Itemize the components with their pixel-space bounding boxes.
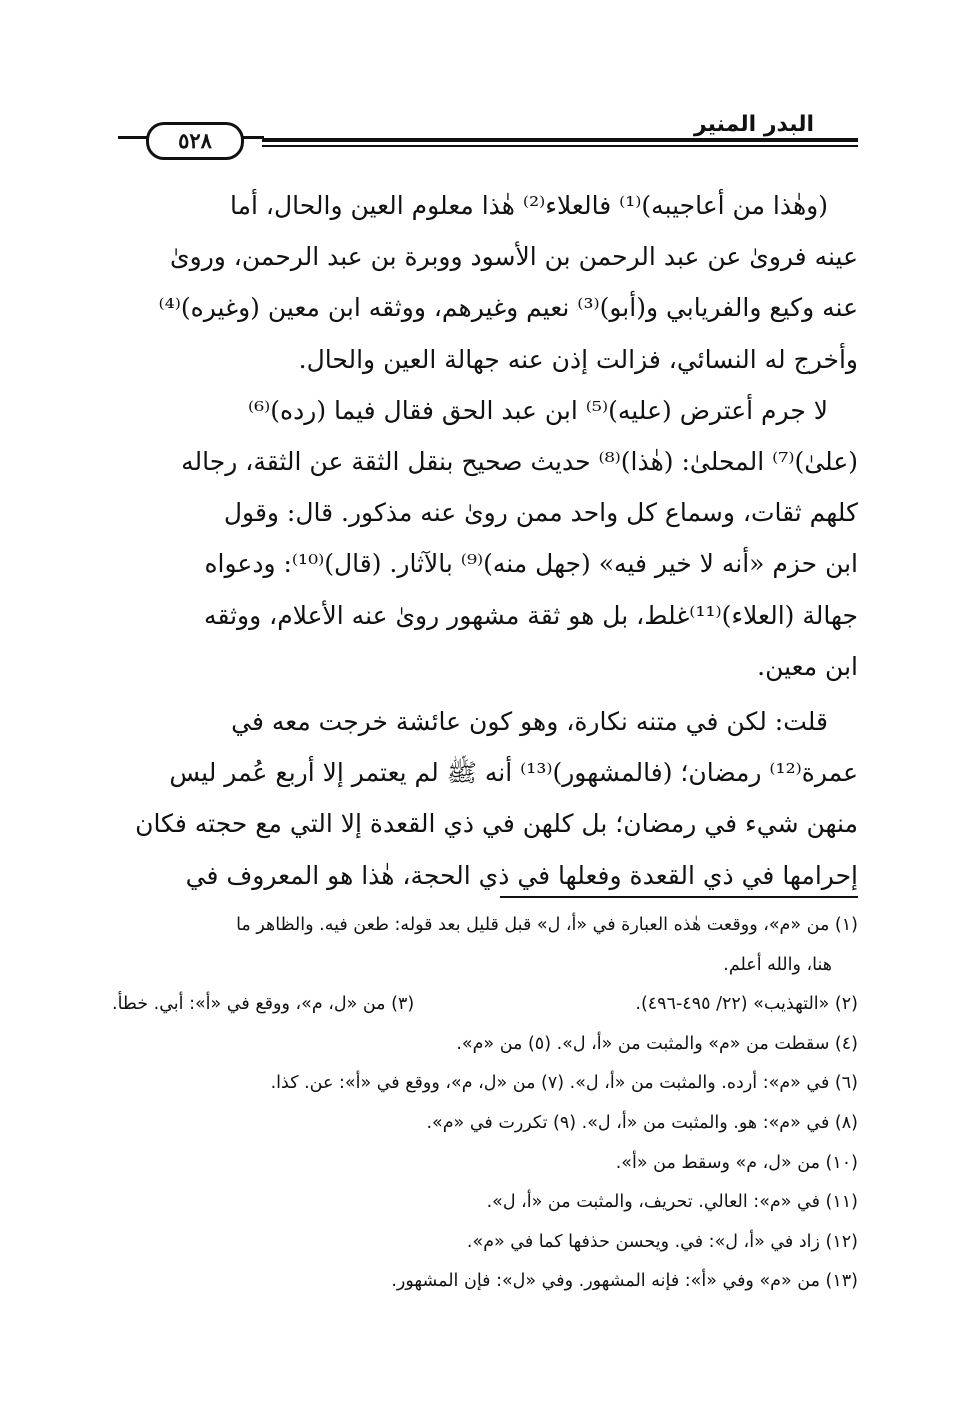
body-line: كلهم ثقات، وسماع كل واحد ممن روىٰ عنه مذكور. قال: وقول	[223, 498, 858, 528]
footnote-8-9: (٨) في «م»: هو. والمثبت من «أ، ل». (٩) تكررت في «م».	[426, 1112, 858, 1133]
body-line: ابن معين.	[757, 651, 858, 681]
footnotes	[112, 906, 858, 1302]
body-line: (وهٰذا من أعاجيبه)⁽¹⁾ فالعلاء⁽²⁾ هٰذا معلوم العين والحال، أما	[230, 191, 828, 220]
body-line: جهالة (العلاء)⁽¹¹⁾غلط، بل هو ثقة مشهور روىٰ عنه الأعلام، ووثقه	[204, 600, 858, 630]
body-line: منهن شيء في رمضان؛ بل كلهن في ذي القعدة إلا التي مع حجته فكان	[135, 809, 858, 839]
header-rule-thick	[262, 138, 858, 142]
body-line: (علىٰ)⁽⁷⁾ المحلىٰ: (هٰذا)⁽⁸⁾ حديث صحيح بنقل الثقة عن الثقة، رجاله	[181, 447, 858, 477]
header-rule-thin	[262, 145, 858, 147]
footnote-row-2-3	[112, 985, 858, 1025]
footnote-2: (٢) «التهذيب» (٢٢/ ٤٩٥-٤٩٦).	[635, 994, 858, 1015]
footnote-1-continued: هنا، والله أعلم.	[723, 954, 832, 975]
page-number: ٥٢٨	[146, 122, 244, 160]
body-line: إحرامها في ذي القعدة وفعلها في ذي الحجة، هٰذا هو المعروف في	[185, 860, 858, 890]
body-line: وأخرج له النسائي، فزالت إذن عنه جهالة العين والحال.	[298, 344, 858, 374]
book-title: البدر المنير	[693, 112, 814, 137]
ornament-line-left	[118, 136, 148, 139]
footnote-10: (١٠) من «ل، م» وسقط من «أ».	[615, 1152, 858, 1173]
page-number-ornament	[112, 122, 262, 158]
footnote-1: (١) من «م»، ووقعت هٰذه العبارة في «أ، ل» قبل قليل بعد قوله: طعن فيه. والظاهر ما	[236, 915, 858, 935]
body-line: عنه وكيع والفريابي و(أبو)⁽³⁾ نعيم وغيرهم، ووثقه ابن معين (وغيره)⁽⁴⁾	[158, 293, 858, 323]
body-line: عينه فروىٰ عن عبد الرحمن بن الأسود ووبرة بن عبد الرحمن، وروىٰ	[170, 242, 858, 272]
main-text	[112, 180, 858, 901]
body-line: لا جرم أعترض (عليه)⁽⁵⁾ ابن عبد الحق فقال فيما (رده)⁽⁶⁾	[247, 395, 828, 425]
body-line: قلت: لكن في متنه نكارة، وهو كون عائشة خرجت معه في	[231, 707, 828, 737]
running-header	[112, 108, 858, 160]
footnote-separator	[500, 896, 858, 898]
footnote-13: (١٣) من «م» وفي «أ»: فإنه المشهور. وفي «ل»: فإن المشهور.	[391, 1271, 858, 1292]
footnote-6-7: (٦) في «م»: أرده. والمثبت من «أ، ل». (٧) من «ل، م»، ووقع في «أ»: عن. كذا.	[270, 1073, 858, 1094]
footnote-12: (١٢) زاد في «أ، ل»: في. ويحسن حذفها كما في «م».	[466, 1231, 858, 1252]
footnote-11: (١١) في «م»: العالي. تحريف، والمثبت من «أ، ل».	[486, 1192, 858, 1213]
footnote-3: (٣) من «ل، م»، ووقع في «أ»: أبي. خطأ.	[112, 994, 415, 1015]
body-line: عمرة⁽¹²⁾ رمضان؛ (فالمشهور)⁽¹³⁾ أنه ﷺ لم يعتمر إلا أربع عُمر ليس	[169, 758, 858, 788]
footnote-4-5: (٤) سقطت من «م» والمثبت من «أ، ل». (٥) من «م».	[456, 1033, 858, 1054]
body-line: ابن حزم «أنه لا خير فيه» (جهل منه)⁽⁹⁾ بالآثار. (قال)⁽¹⁰⁾: ودعواه	[204, 549, 858, 579]
